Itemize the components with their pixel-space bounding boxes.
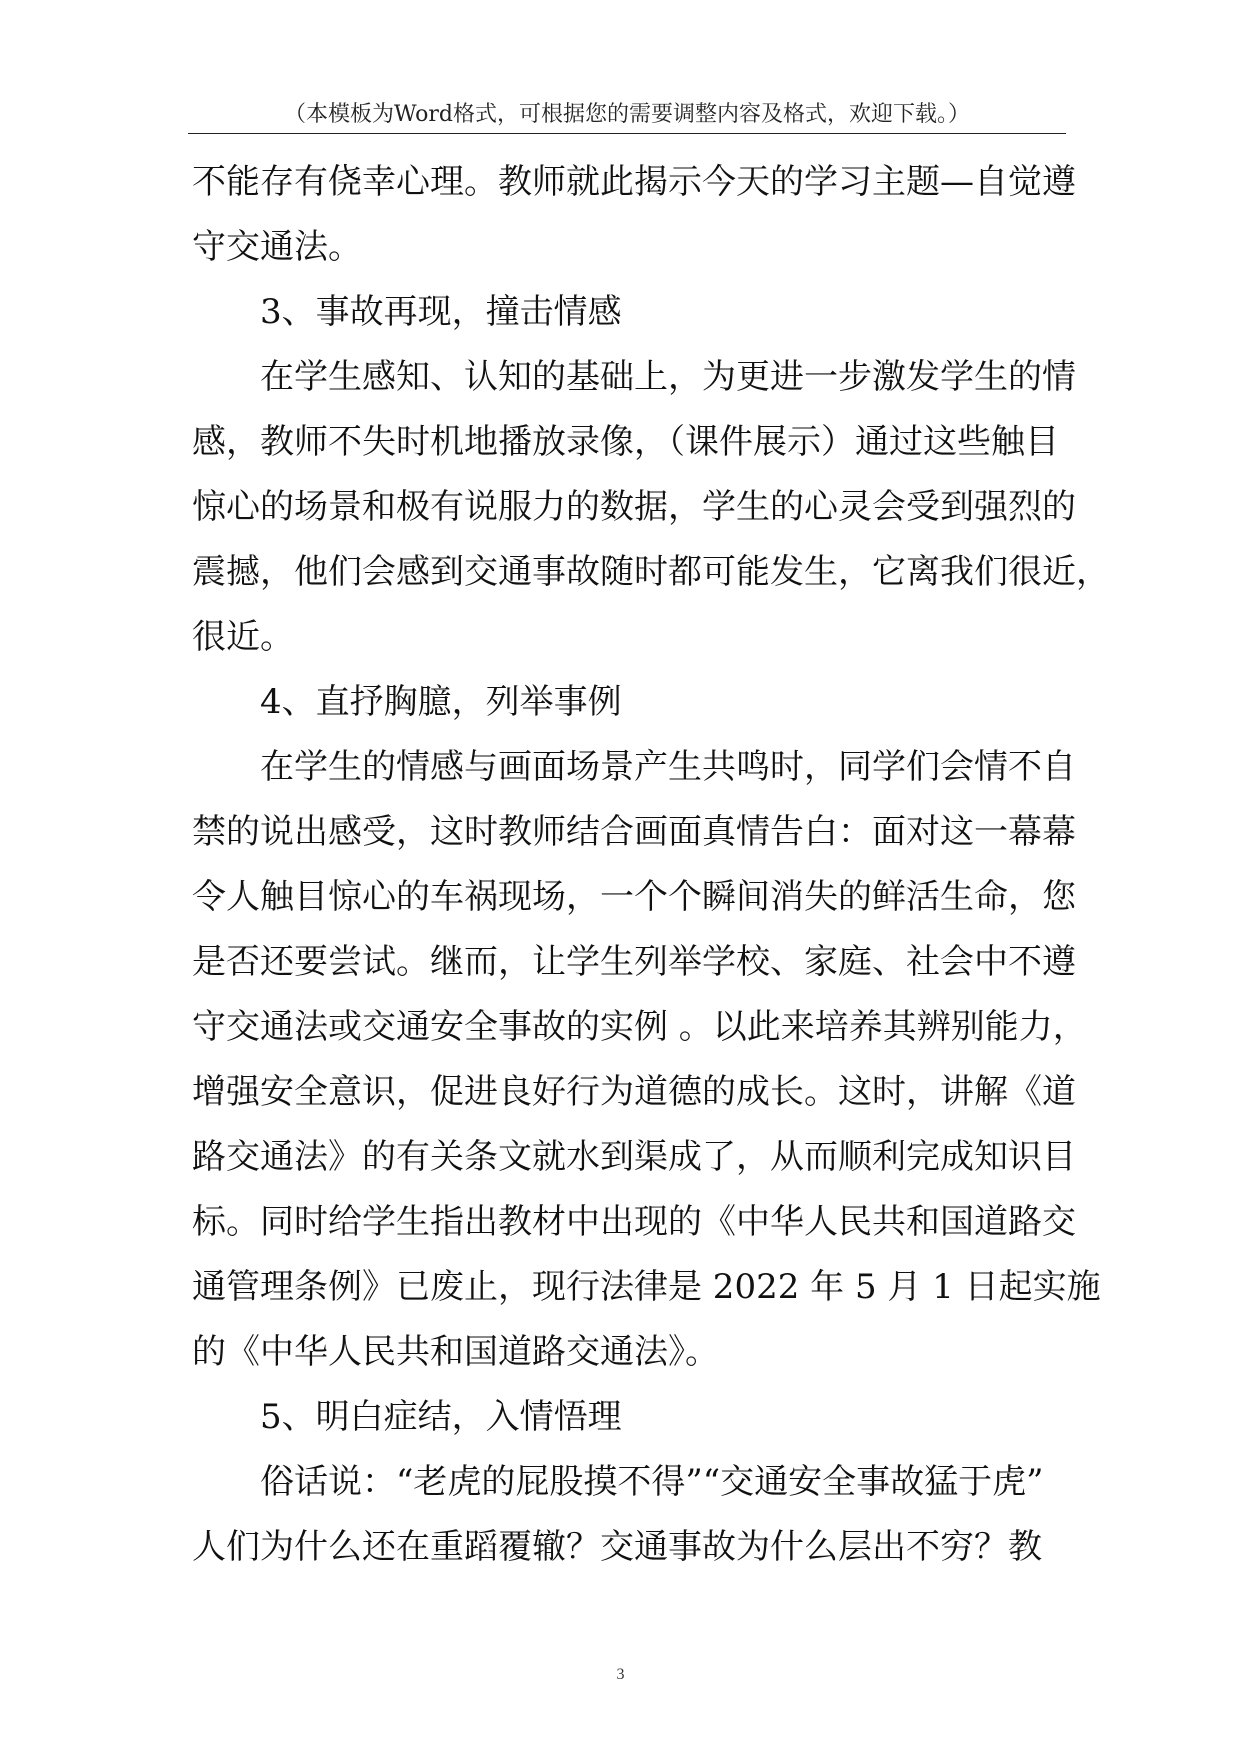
document-body	[192, 150, 1110, 1580]
section-heading: 3、事故再现，撞击情感	[260, 292, 622, 332]
section-heading: 5、明白症结，入情悟理	[260, 1397, 622, 1437]
body-line: 震撼，他们会感到交通事故随时都可能发生，它离我们很近，	[192, 552, 1110, 592]
body-line: 在学生的情感与画面场景产生共鸣时，同学们会情不自	[260, 747, 1076, 787]
body-line: 标。同时给学生指出教材中出现的《中华人民共和国道路交	[192, 1202, 1076, 1242]
template-notice-header: （本模板为Word格式，可根据您的需要调整内容及格式，欢迎下载。）	[284, 102, 970, 127]
body-line: 感，教师不失时机地播放录像，（课件展示）通过这些触目	[192, 422, 1059, 462]
body-line: 禁的说出感受，这时教师结合画面真情告白：面对这一幕幕	[192, 812, 1076, 852]
body-line: 不能存有侥幸心理。教师就此揭示今天的学习主题—自觉遵	[192, 162, 1076, 202]
body-line: 人们为什么还在重蹈覆辙？交通事故为什么层出不穷？教	[192, 1527, 1042, 1567]
page-number: 3	[616, 1666, 625, 1683]
section-heading: 4、直抒胸臆，列举事例	[260, 682, 622, 722]
body-line: 在学生感知、认知的基础上，为更进一步激发学生的情	[260, 357, 1076, 397]
body-line: 令人触目惊心的车祸现场，一个个瞬间消失的鲜活生命，您	[192, 877, 1076, 917]
body-line: 惊心的场景和极有说服力的数据，学生的心灵会受到强烈的	[192, 487, 1076, 527]
header-divider	[188, 133, 1066, 134]
body-line: 守交通法或交通安全事故的实例 。以此来培养其辨别能力，	[192, 1007, 1087, 1047]
body-line: 俗话说：“老虎的屁股摸不得”“交通安全事故猛于虎”	[260, 1462, 1044, 1502]
body-line: 路交通法》的有关条文就水到渠成了，从而顺利完成知识目	[192, 1137, 1076, 1177]
body-line: 增强安全意识，促进良好行为道德的成长。这时，讲解《道	[192, 1072, 1076, 1112]
body-line: 守交通法。	[192, 227, 362, 267]
body-line: 通管理条例》已废止，现行法律是 2022 年 5 月 1 日起实施	[192, 1267, 1101, 1307]
body-line: 的《中华人民共和国道路交通法》。	[192, 1332, 719, 1372]
body-line: 很近。	[192, 617, 294, 657]
body-line: 是否还要尝试。继而，让学生列举学校、家庭、社会中不遵	[192, 942, 1076, 982]
